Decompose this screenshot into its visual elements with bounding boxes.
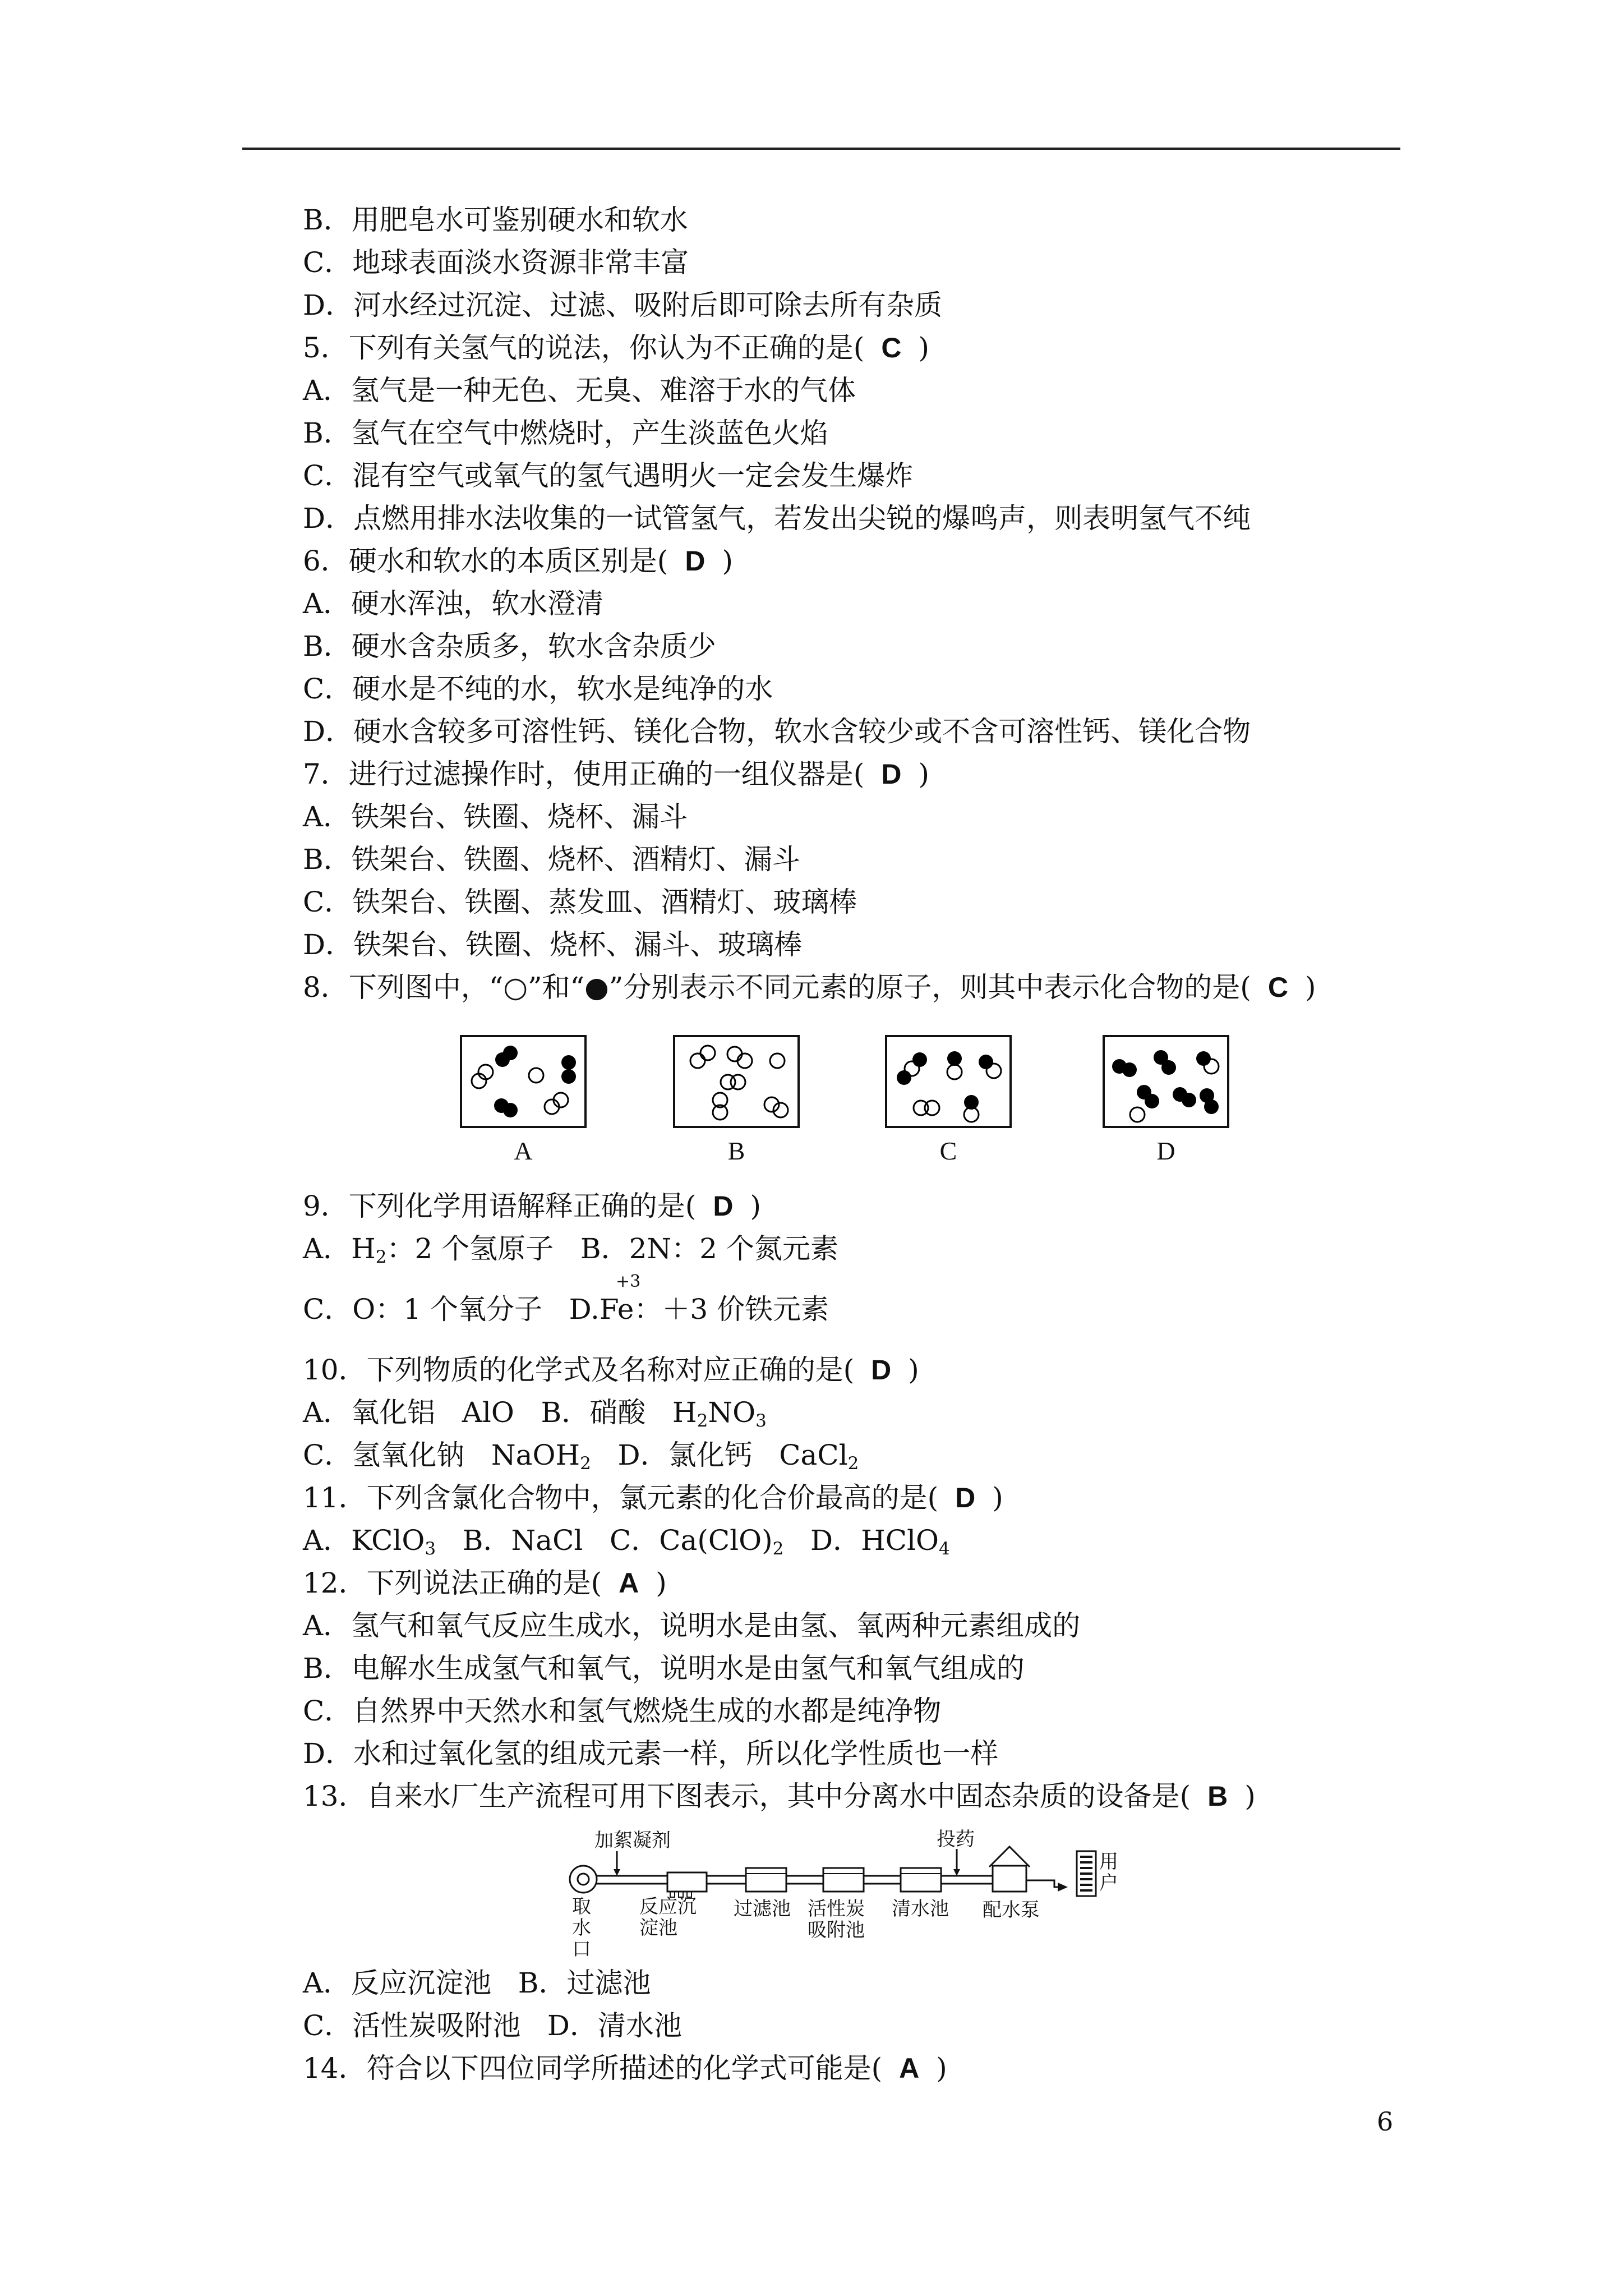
- option-line: D．水和过氧化氢的组成元素一样，所以化学性质也一样: [303, 1737, 999, 1770]
- option-line: D．铁架台、铁圈、烧杯、漏斗、玻璃棒: [303, 928, 803, 961]
- figure-label: D: [1156, 1137, 1175, 1165]
- option-line: A．氧化铝 AlO B．硝酸 $H_2NO_3$: [303, 1396, 767, 1431]
- filter-tank-label: 过滤池: [734, 1898, 791, 1920]
- particle-box-c: [885, 1035, 1012, 1128]
- answer: A: [899, 2053, 920, 2084]
- question-13: 13．自来水厂生产流程可用下图表示，其中分离水中固态杂质的设备是( B ): [303, 1780, 1256, 1812]
- particle-diagram: [462, 1037, 584, 1126]
- clear-tank-label: 清水池: [892, 1898, 949, 1920]
- question-9: 9．下列化学用语解释正确的是( D ): [303, 1190, 761, 1222]
- answer: D: [713, 1190, 734, 1222]
- option-line: A．氢气和氧气反应生成水，说明水是由氢、氧两种元素组成的: [303, 1609, 1081, 1642]
- answer: C: [881, 332, 902, 364]
- option-line: A．KClO$_3$ B．NaCl C．$Ca(ClO)_2$ D．HClO$_4$: [303, 1524, 950, 1559]
- intake-label: 取 水 口: [572, 1895, 591, 1961]
- question-5: 5．下列有关氢气的说法，你认为不正确的是( C ): [303, 332, 929, 364]
- option-line: B．硬水含杂质多，软水含杂质少: [303, 630, 716, 662]
- option-line: A．反应沉淀池 B．过滤池: [303, 1967, 651, 1999]
- answer: D: [955, 1482, 976, 1513]
- figure-label: B: [727, 1137, 745, 1165]
- option-line: C．地球表面淡水资源非常丰富: [303, 246, 689, 279]
- answer: D: [881, 758, 902, 790]
- carbon-tank-label: 活性炭 吸附池: [808, 1898, 865, 1941]
- option-line: A．氢气是一种无色、无臭、难溶于水的气体: [303, 374, 856, 407]
- question-6: 6．硬水和软水的本质区别是( D ): [303, 545, 733, 577]
- additive-label: 加絮凝剂: [594, 1829, 671, 1852]
- option-line: C．铁架台、铁圈、蒸发皿、酒精灯、玻璃棒: [303, 886, 857, 918]
- particle-box-d: [1103, 1035, 1229, 1128]
- figure-label: C: [939, 1137, 957, 1165]
- figure-label: A: [514, 1137, 533, 1165]
- question-10: 10．下列物质的化学式及名称对应正确的是( D ): [303, 1354, 919, 1386]
- option-line: D．硬水含较多可溶性钙、镁化合物，软水含较少或不含可溶性钙、镁化合物: [303, 715, 1251, 748]
- answer: B: [1207, 1780, 1228, 1812]
- answer: A: [619, 1567, 639, 1599]
- question-8: 8．下列图中，“○”和“●”分别表示不同元素的原子，则其中表示化合物的是( C ): [303, 971, 1316, 1004]
- particle-box-b: [673, 1035, 800, 1128]
- page-number: 6: [1377, 2106, 1394, 2137]
- particle-diagram: [1105, 1037, 1227, 1126]
- option-line: B．电解水生成氢气和氧气，说明水是由氢气和氧气组成的: [303, 1652, 1025, 1685]
- option-line: D．点燃用排水法收集的一试管氢气，若发出尖锐的爆鸣声，则表明氢气不纯: [303, 502, 1251, 535]
- answer: C: [1267, 972, 1288, 1003]
- option-line: A．$H_2$：2 个氢原子 B．2N：2 个氮元素: [303, 1232, 838, 1267]
- particle-diagram: [675, 1037, 797, 1126]
- option-line: C．硬水是不纯的水，软水是纯净的水: [303, 673, 773, 705]
- option-line: B．用肥皂水可鉴别硬水和软水: [303, 204, 688, 236]
- particle-box-a: [460, 1035, 587, 1128]
- question-12: 12．下列说法正确的是( A ): [303, 1567, 667, 1599]
- question-14: 14．符合以下四位同学所描述的化学式可能是( A ): [303, 2052, 947, 2085]
- answer: D: [685, 545, 706, 577]
- valence-mark: +3: [616, 1272, 641, 1291]
- option-line: B．氢气在空气中燃烧时，产生淡蓝色火焰: [303, 417, 828, 449]
- reaction-tank-label: 反应沉 淀池: [639, 1895, 697, 1939]
- particle-diagram: [887, 1037, 1009, 1126]
- option-line: D．河水经过沉淀、过滤、吸附后即可除去所有杂质: [303, 289, 943, 321]
- dosing-label: 投药: [937, 1828, 975, 1851]
- option-line: C．O：1 个氧分子 D.Fe：＋3 价铁元素: [303, 1293, 829, 1326]
- question-7: 7．进行过滤操作时，使用正确的一组仪器是( D ): [303, 758, 929, 790]
- pump-label: 配水泵: [983, 1899, 1040, 1921]
- header-rule: [242, 148, 1400, 150]
- answer: D: [871, 1354, 892, 1386]
- option-line: C．混有空气或氧气的氢气遇明火一定会发生爆炸: [303, 459, 914, 492]
- option-line: C．活性炭吸附池 D．清水池: [303, 2009, 683, 2042]
- option-line: A．硬水浑浊，软水澄清: [303, 587, 604, 620]
- option-line: B．铁架台、铁圈、烧杯、酒精灯、漏斗: [303, 843, 800, 876]
- option-line: A．铁架台、铁圈、烧杯、漏斗: [303, 800, 688, 833]
- option-line: C．自然界中天然水和氢气燃烧生成的水都是纯净物: [303, 1695, 942, 1727]
- question-11: 11．下列含氯化合物中，氯元素的化合价最高的是( D ): [303, 1481, 1003, 1514]
- option-line: C．氢氧化钠 NaOH$_2$ D．氯化钙 CaCl$_2$: [303, 1439, 859, 1474]
- user-label: 用 户: [1099, 1851, 1118, 1894]
